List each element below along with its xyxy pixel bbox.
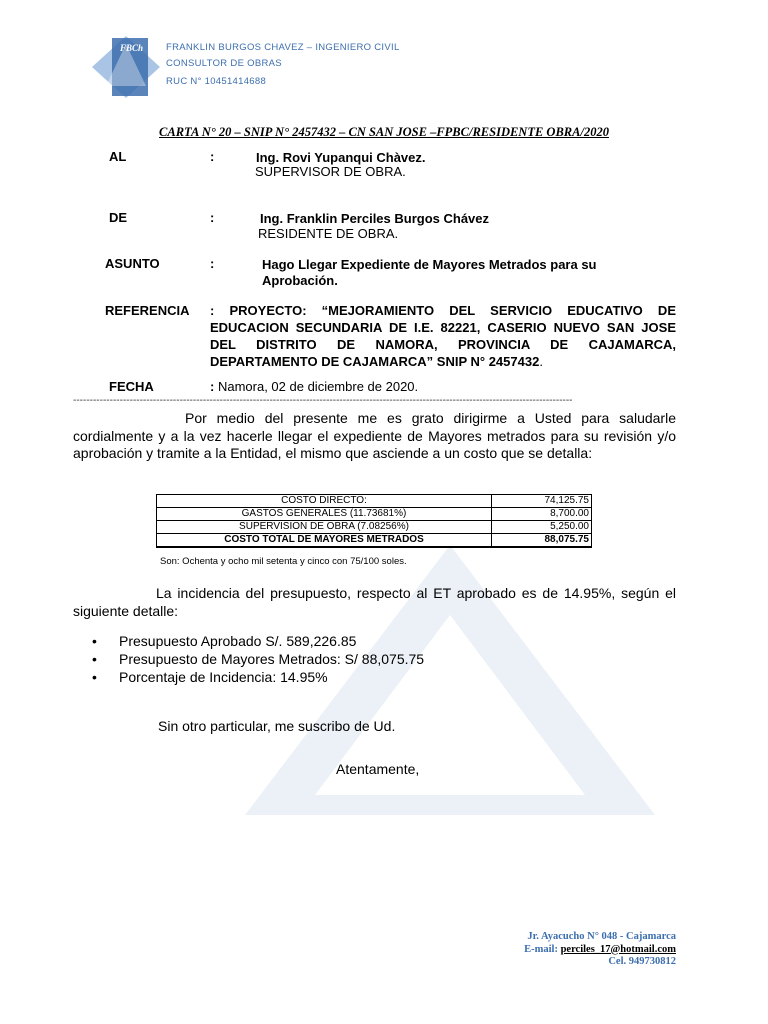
footer-address: Jr. Ayacucho N° 048 - Cajamarca bbox=[527, 931, 676, 942]
closing-text: Sin otro particular, me suscribo de Ud. bbox=[158, 718, 396, 734]
referencia-period: . bbox=[539, 354, 543, 369]
asunto-label: ASUNTO bbox=[105, 256, 160, 271]
cost-amount: 5,250.00 bbox=[492, 521, 592, 534]
asunto-line2: Aprobación. bbox=[262, 273, 338, 288]
fecha-value: Namora, 02 de diciembre de 2020. bbox=[217, 379, 419, 394]
cost-amount: 74,125.75 bbox=[492, 495, 592, 508]
cost-desc: SUPERVISION DE OBRA (7.08256%) bbox=[157, 521, 492, 534]
de-colon: : bbox=[210, 210, 215, 225]
paragraph-intro: Por medio del presente me es grato dirigirme a Usted para saludarle cordialmente y a la vez hacerle llegar el expediente de Mayores metrados para su revisión y/o aprobación y tramite a la Entidad, el mismo que asciende a un costo que se detalla: bbox=[73, 410, 676, 461]
footer-contact bbox=[524, 931, 676, 969]
cost-desc: COSTO TOTAL DE MAYORES METRADOS bbox=[157, 534, 492, 548]
list-item: • Presupuesto Aprobado S/. 589,226.85 bbox=[92, 632, 424, 650]
letter-title: CARTA N° 20 – SNIP N° 2457432 – CN SAN JOSE –FPBC/RESIDENTE OBRA/2020 bbox=[159, 125, 609, 139]
al-name: Ing. Rovi Yupanqui Chàvez. bbox=[256, 150, 426, 165]
table-row bbox=[157, 521, 592, 534]
cost-table bbox=[156, 494, 592, 548]
regards-text: Atentamente, bbox=[336, 761, 420, 777]
al-role: SUPERVISOR DE OBRA. bbox=[255, 164, 406, 179]
incidence-list bbox=[92, 632, 424, 686]
de-name: Ing. Franklin Perciles Burgos Chávez bbox=[260, 211, 490, 226]
de-role: RESIDENTE DE OBRA. bbox=[258, 226, 399, 241]
fecha-label: FECHA bbox=[109, 379, 154, 394]
referencia-body: : PROYECTO: “MEJORAMIENTO DEL SERVICIO EDUCATIVO DE EDUCACION SECUNDARIA DE I.E. 82221, CASERIO NUEVO SAN JOSE DEL DISTRITO DE NAMORA, PROVINCIA DE CAJAMARCA, DEPARTAMENTO DE CAJAMARCA” SNIP N° 2457432 bbox=[210, 303, 676, 369]
al-label: AL bbox=[109, 149, 127, 164]
table-row-total bbox=[157, 534, 592, 548]
header-line-name: FRANKLIN BURGOS CHAVEZ – INGENIERO CIVIL bbox=[166, 42, 400, 53]
cost-amount: 88,075.75 bbox=[492, 534, 592, 548]
footer-email-label: E-mail: bbox=[524, 943, 561, 955]
asunto-colon: : bbox=[210, 256, 215, 271]
logo-text: FBCh bbox=[120, 43, 144, 53]
cost-desc: COSTO DIRECTO: bbox=[157, 495, 492, 508]
list-item: • Porcentaje de Incidencia: 14.95% bbox=[92, 668, 424, 686]
cost-amount: 8,700.00 bbox=[492, 508, 592, 521]
paragraph-incidence: La incidencia del presupuesto, respecto al ET aprobado es de 14.95%, según el siguiente detalle: bbox=[73, 585, 676, 619]
de-label: DE bbox=[109, 210, 128, 225]
header-line-ruc: RUC N° 10451414688 bbox=[166, 76, 267, 87]
footer-phone: Cel. 949730812 bbox=[608, 956, 676, 967]
asunto-line1: Hago Llegar Expediente de Mayores Metrados para su bbox=[262, 257, 597, 272]
separator-line: ------------------------------------------------------------------------------------------------------------------------------------------------------ bbox=[73, 395, 573, 406]
fecha-colon: : bbox=[210, 379, 215, 394]
cost-desc: GASTOS GENERALES (11.73681%) bbox=[157, 508, 492, 521]
table-row bbox=[157, 508, 592, 521]
al-colon: : bbox=[210, 149, 215, 164]
header-line-role: CONSULTOR DE OBRAS bbox=[166, 58, 282, 69]
referencia-text bbox=[210, 302, 676, 370]
amount-in-words: Son: Ochenta y ocho mil setenta y cinco con 75/100 soles. bbox=[160, 556, 407, 567]
footer-email-link[interactable]: perciles_17@hotmail.com bbox=[560, 943, 676, 955]
table-row bbox=[157, 495, 592, 508]
list-item: • Presupuesto de Mayores Metrados: S/ 88,075.75 bbox=[92, 650, 424, 668]
referencia-label: REFERENCIA bbox=[105, 303, 190, 318]
